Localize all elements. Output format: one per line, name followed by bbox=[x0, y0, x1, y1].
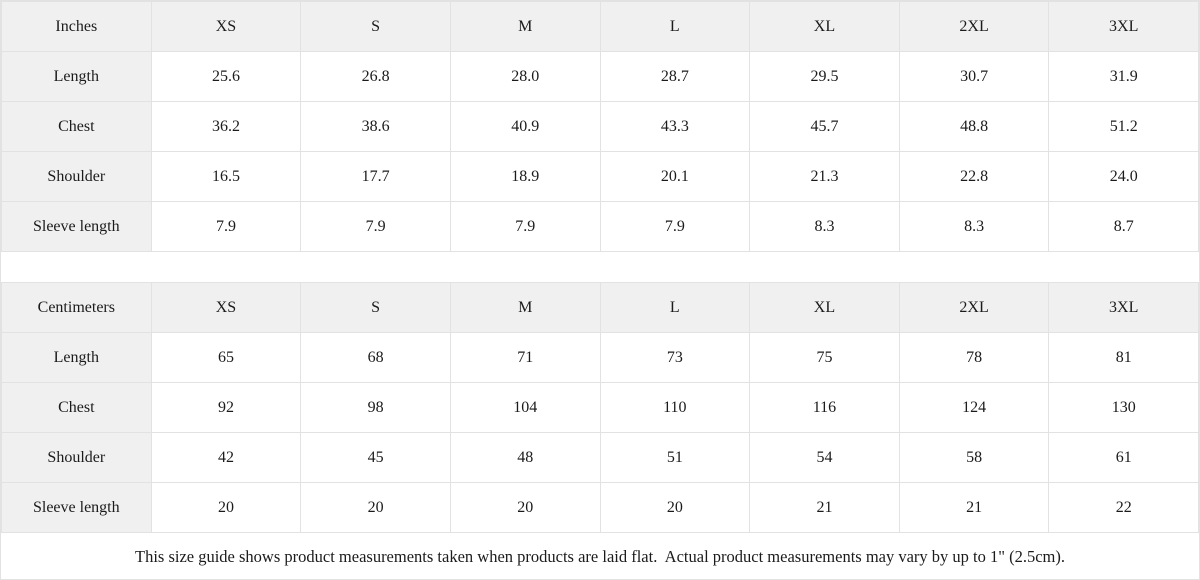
size-header-xl: XL bbox=[750, 2, 900, 52]
row-label: Shoulder bbox=[2, 152, 152, 202]
measurement-cell: 7.9 bbox=[301, 202, 451, 252]
size-header-m: M bbox=[450, 283, 600, 333]
measurement-cell: 48.8 bbox=[899, 102, 1049, 152]
table-row-length bbox=[2, 333, 1199, 383]
measurement-cell: 17.7 bbox=[301, 152, 451, 202]
measurement-cell: 104 bbox=[450, 383, 600, 433]
size-header-m: M bbox=[450, 2, 600, 52]
centimeters-header-row bbox=[2, 283, 1199, 333]
row-label: Sleeve length bbox=[2, 202, 152, 252]
size-header-2xl: 2XL bbox=[899, 2, 1049, 52]
measurement-cell: 75 bbox=[750, 333, 900, 383]
measurement-cell: 61 bbox=[1049, 433, 1199, 483]
inches-size-table bbox=[1, 1, 1199, 252]
measurement-cell: 48 bbox=[450, 433, 600, 483]
size-header-s: S bbox=[301, 283, 451, 333]
measurement-cell: 7.9 bbox=[600, 202, 750, 252]
measurement-cell: 28.7 bbox=[600, 52, 750, 102]
measurement-cell: 8.3 bbox=[750, 202, 900, 252]
centimeters-size-table bbox=[1, 282, 1199, 533]
measurement-cell: 8.3 bbox=[899, 202, 1049, 252]
measurement-cell: 54 bbox=[750, 433, 900, 483]
size-header-xs: XS bbox=[151, 2, 301, 52]
table-row-chest bbox=[2, 102, 1199, 152]
measurement-cell: 22 bbox=[1049, 483, 1199, 533]
size-header-xs: XS bbox=[151, 283, 301, 333]
measurement-cell: 51.2 bbox=[1049, 102, 1199, 152]
measurement-cell: 42 bbox=[151, 433, 301, 483]
measurement-cell: 130 bbox=[1049, 383, 1199, 433]
centimeters-unit-label: Centimeters bbox=[2, 283, 152, 333]
size-header-3xl: 3XL bbox=[1049, 2, 1199, 52]
row-label: Length bbox=[2, 333, 152, 383]
measurement-cell: 21.3 bbox=[750, 152, 900, 202]
row-label: Length bbox=[2, 52, 152, 102]
measurement-cell: 38.6 bbox=[301, 102, 451, 152]
row-label: Chest bbox=[2, 383, 152, 433]
measurement-cell: 45 bbox=[301, 433, 451, 483]
measurement-cell: 81 bbox=[1049, 333, 1199, 383]
measurement-cell: 51 bbox=[600, 433, 750, 483]
measurement-cell: 8.7 bbox=[1049, 202, 1199, 252]
measurement-cell: 40.9 bbox=[450, 102, 600, 152]
measurement-cell: 18.9 bbox=[450, 152, 600, 202]
measurement-cell: 71 bbox=[450, 333, 600, 383]
measurement-cell: 20.1 bbox=[600, 152, 750, 202]
row-label: Chest bbox=[2, 102, 152, 152]
measurement-cell: 20 bbox=[151, 483, 301, 533]
table-row-sleeve-length bbox=[2, 483, 1199, 533]
measurement-cell: 31.9 bbox=[1049, 52, 1199, 102]
inches-header-row bbox=[2, 2, 1199, 52]
table-row-shoulder bbox=[2, 152, 1199, 202]
measurement-cell: 7.9 bbox=[450, 202, 600, 252]
measurement-cell: 98 bbox=[301, 383, 451, 433]
measurement-cell: 21 bbox=[750, 483, 900, 533]
measurement-cell: 116 bbox=[750, 383, 900, 433]
table-row-sleeve-length bbox=[2, 202, 1199, 252]
measurement-cell: 7.9 bbox=[151, 202, 301, 252]
table-row-shoulder bbox=[2, 433, 1199, 483]
measurement-cell: 20 bbox=[301, 483, 451, 533]
measurement-cell: 58 bbox=[899, 433, 1049, 483]
size-header-xl: XL bbox=[750, 283, 900, 333]
measurement-cell: 16.5 bbox=[151, 152, 301, 202]
measurement-cell: 24.0 bbox=[1049, 152, 1199, 202]
measurement-cell: 73 bbox=[600, 333, 750, 383]
measurement-cell: 110 bbox=[600, 383, 750, 433]
measurement-cell: 28.0 bbox=[450, 52, 600, 102]
measurement-cell: 124 bbox=[899, 383, 1049, 433]
row-label: Shoulder bbox=[2, 433, 152, 483]
size-header-s: S bbox=[301, 2, 451, 52]
measurement-cell: 26.8 bbox=[301, 52, 451, 102]
measurement-cell: 45.7 bbox=[750, 102, 900, 152]
measurement-cell: 21 bbox=[899, 483, 1049, 533]
measurement-cell: 68 bbox=[301, 333, 451, 383]
size-guide-disclaimer: This size guide shows product measurements taken when products are laid flat. Actual product measurements may vary by up to 1" (2.5cm). bbox=[1, 533, 1199, 580]
measurement-cell: 20 bbox=[450, 483, 600, 533]
measurement-cell: 78 bbox=[899, 333, 1049, 383]
measurement-cell: 22.8 bbox=[899, 152, 1049, 202]
measurement-cell: 65 bbox=[151, 333, 301, 383]
inches-unit-label: Inches bbox=[2, 2, 152, 52]
table-spacer bbox=[1, 252, 1199, 282]
size-header-l: L bbox=[600, 2, 750, 52]
measurement-cell: 25.6 bbox=[151, 52, 301, 102]
measurement-cell: 92 bbox=[151, 383, 301, 433]
measurement-cell: 29.5 bbox=[750, 52, 900, 102]
measurement-cell: 36.2 bbox=[151, 102, 301, 152]
table-row-length bbox=[2, 52, 1199, 102]
table-row-chest bbox=[2, 383, 1199, 433]
measurement-cell: 43.3 bbox=[600, 102, 750, 152]
size-header-l: L bbox=[600, 283, 750, 333]
size-header-3xl: 3XL bbox=[1049, 283, 1199, 333]
row-label: Sleeve length bbox=[2, 483, 152, 533]
measurement-cell: 30.7 bbox=[899, 52, 1049, 102]
size-header-2xl: 2XL bbox=[899, 283, 1049, 333]
measurement-cell: 20 bbox=[600, 483, 750, 533]
